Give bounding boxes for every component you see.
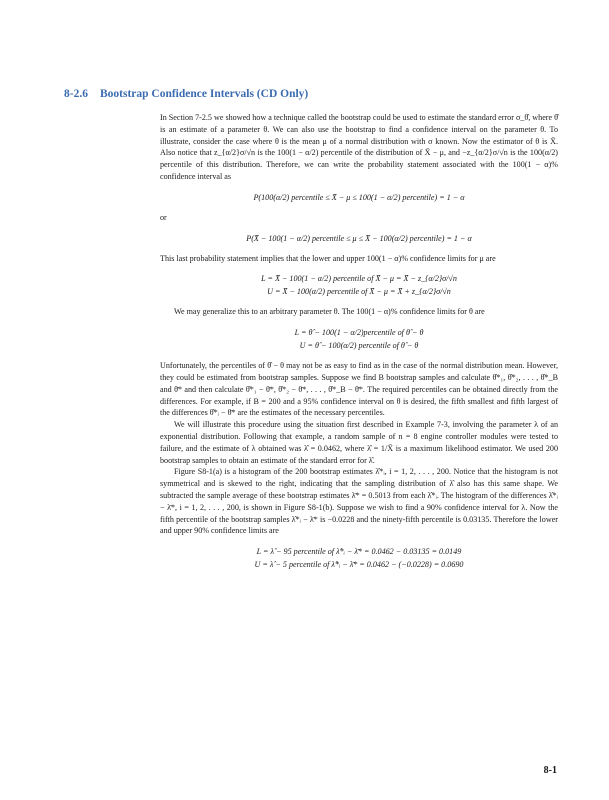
connector-or: or <box>160 212 167 222</box>
equation-5-lower: L = λ̂ − 95 percentile of λ̂*ᵢ − λ̄* = 0.0462 − 0.03135 = 0.0149 <box>256 547 462 557</box>
section-title: Bootstrap Confidence Intervals (CD Only) <box>99 88 309 100</box>
section-number: 8-2.6 <box>64 88 88 100</box>
equation-1: P(100(α/2) percentile ≤ X̄ − μ ≤ 100(1 − α/2) percentile) = 1 − α <box>253 192 465 202</box>
equation-3-upper: U = X̄ − 100(α/2) percentile of X̄ − μ = X̄ + z_{α/2}σ/√n <box>267 287 451 297</box>
equation-4-lower: L = θ̂ − 100(1 − α/2)percentile of θ̂ − θ <box>294 328 424 338</box>
page-number: 8-1 <box>543 765 557 776</box>
section-heading <box>64 88 544 100</box>
paragraph-3: We may generalize this to an arbitrary parameter θ. The 100(1 − α)% confidence limits for θ are <box>174 307 485 317</box>
body-text <box>160 112 558 579</box>
paragraph-2: This last probability statement implies that the lower and upper 100(1 − α)% confidence limits for μ are <box>160 253 496 263</box>
paragraph-1: In Section 7-2.5 we showed how a technique called the bootstrap could be used to estimate the standard error σ_θ̂, where θ̂ is an estimate of a parameter θ. We can also use the bootstrap to find a confidence interval on the parameter θ. To illustrate, consider the case where θ is the mean μ of a normal distribution with σ known. Now the estimator of θ is X̄. Also notice that z_{α/2}σ/√n is the 100(1 − α/2) percentile of the distribution of X̄ − μ, and −z_{α/2}σ/√n is the 100(α/2) percentile of this distribution. Therefore, we can write the probability statement associated with the 100(1 − α)% confidence interval as <box>160 113 558 181</box>
paragraph-6: Figure S8-1(a) is a histogram of the 200 bootstrap estimates λ̂*ᵢ, i = 1, 2, . . . , 200. Notice that the histogram is not symmetrical and is skewed to the right, indicating that the sampling distribution of λ̂ also has this same shape. We subtracted the sample average of these bootstrap estimates λ̄* = 0.5013 from each λ̂*ᵢ. The histogram of the differences λ̂*ᵢ − λ̄*, i = 1, 2, . . . , 200, is shown in Figure S8-1(b). Suppose we wish to find a 90% confidence interval for λ. Now the fifth percentile of the bootstrap samples λ̂*ᵢ − λ̄* is −0.0228 and the ninety-fifth percentile is 0.03135. Therefore the lower and upper 90% confidence limits are <box>160 467 558 536</box>
equation-5-upper: U = λ̂ − 5 percentile of λ̂*ᵢ − λ̄* = 0.0462 − (−0.0228) = 0.0690 <box>254 560 464 570</box>
paragraph-5: We will illustrate this procedure using the situation first described in Example 7-3, involving the parameter λ of an exponential distribution. Following that example, a random sample of n = 8 engine controller modules were tested to failure, and the estimate of λ obtained was λ̂ = 0.0462, where λ̂ = 1/X̄ is a maximum likelihood estimator. We used 200 bootstrap samples to obtain an estimate of the standard error for λ̂. <box>160 420 558 465</box>
equation-5 <box>160 545 558 571</box>
equation-3-lower: L = X̄ − 100(1 − α/2) percentile of X̄ − μ = X̄ − z_{α/2}σ/√n <box>261 274 457 284</box>
equation-3 <box>160 272 558 298</box>
equation-4 <box>160 326 558 352</box>
equation-2: P(X̄ − 100(1 − α/2) percentile ≤ μ ≤ X̄ − 100(α/2) percentile) = 1 − α <box>246 233 472 243</box>
equation-4-upper: U = θ̂ − 100(α/2) percentile of θ̂ − θ <box>299 341 419 351</box>
paragraph-4: Unfortunately, the percentiles of θ̂ − θ may not be as easy to find as in the case of the normal distribution mean. However, they could be estimated from bootstrap samples. Suppose we find B bootstrap samples and calculate θ̂*₁, θ̂*₂, . . . , θ̂*_B and θ̄* and then calculate θ̂*₁ − θ̄*, θ̂*₂ − θ̄*, . . . , θ̂*_B − θ̄*. The required percentiles can be obtained directly from the differences. For example, if B = 200 and a 95% confidence interval on θ is desired, the fifth smallest and fifth largest of the differences θ̂*ᵢ − θ̄* are the estimates of the necessary percentiles. <box>160 361 558 418</box>
